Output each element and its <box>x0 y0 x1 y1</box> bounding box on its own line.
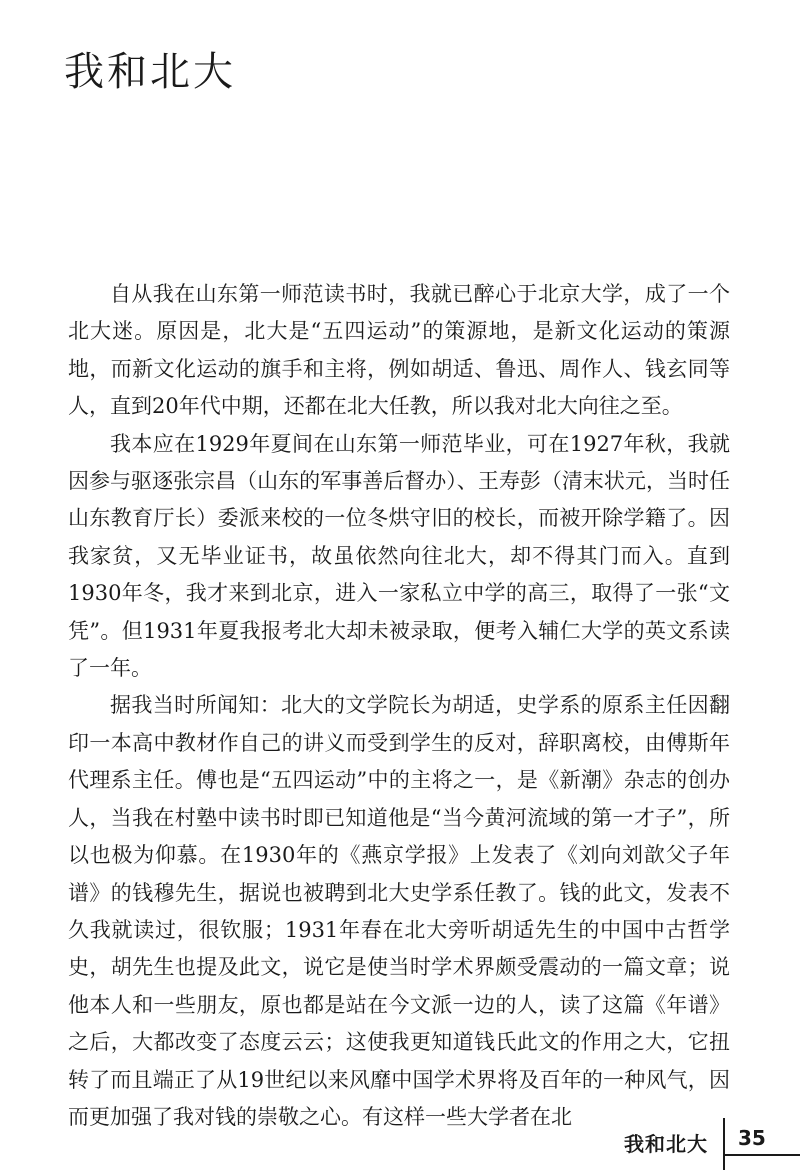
paragraph-2: 我本应在1929年夏间在山东第一师范毕业，可在1927年秋，我就因参与驱逐张宗昌（山东的军事善后督办）、王寿彭（清末状元，当时任山东教育厅长）委派来校的一位冬烘守旧的校长，而被开除学籍了。因我家贫，又无毕业证书，故虽依然向往北大，却不得其门而入。直到1930年冬，我才来到北京，进入一家私立中学的高三，取得了一张“文凭”。但1931年夏我报考北大却未被录取，便考入辅仁大学的英文系读了一年。 <box>68 431 730 681</box>
running-title: 我和北大 <box>624 1132 708 1156</box>
body-text <box>68 276 730 1136</box>
page-footer <box>0 1118 800 1170</box>
paragraph-3: 据我当时所闻知：北大的文学院长为胡适，史学系的原系主任因翻印一本高中教材作自己的讲义而受到学生的反对，辞职离校，由傅斯年代理系主任。傅也是“五四运动”中的主将之一，是《新潮》杂志的创办人，当我在村塾中读书时即已知道他是“当今黄河流域的第一才子”，所以也极为仰慕。在1930年的《燕京学报》上发表了《刘向刘歆父子年谱》的钱穆先生，据说也被聘到北大史学系任教了。钱的此文，发表不久我就读过，很钦服；1931年春在北大旁听胡适先生的中国中古哲学史，胡先生也提及此文，说它是使当时学术界颇受震动的一篇文章；说他本人和一些朋友，原也都是站在今文派一边的人，读了这篇《年谱》之后，大都改变了态度云云；这使我更知道钱氏此文的作用之大，它扭转了而且端正了从19世纪以来风靡中国学术界将及百年的一种风气，因而更加强了我对钱的崇敬之心。有这样一些大学者在北 <box>68 693 730 1129</box>
page-number: 35 <box>738 1126 766 1150</box>
footer-divider <box>723 1118 725 1170</box>
chapter-title: 我和北大 <box>64 49 236 95</box>
paragraph-1: 自从我在山东第一师范读书时，我就已醉心于北京大学，成了一个北大迷。原因是，北大是“五四运动”的策源地，是新文化运动的策源地，而新文化运动的旗手和主将，例如胡适、鲁迅、周作人、钱玄同等人，直到20年代中期，还都在北大任教，所以我对北大向往之至。 <box>68 282 730 419</box>
footer-rule <box>723 1154 800 1156</box>
